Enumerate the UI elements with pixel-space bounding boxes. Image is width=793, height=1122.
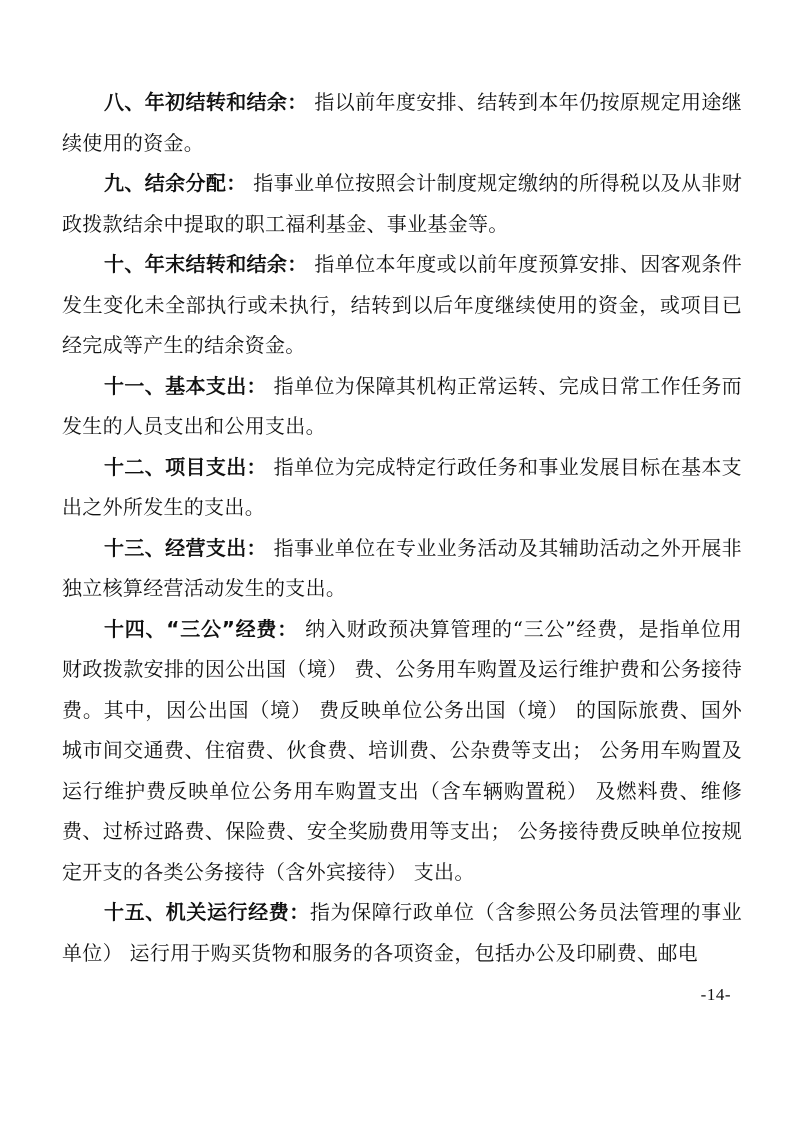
paragraph-9 [62,163,742,244]
paragraph-13 [62,528,742,609]
paragraph-8 [62,82,742,163]
term-definition: 指事业单位在专业业务活动及其辅助活动之外开展非独立核算经营活动发生的支出。 [62,535,742,600]
page-number: -14- [700,985,731,1004]
term-definition: 指单位本年度或以前年度预算安排、因客观条件发生变化未全部执行或未执行，结转到以后年度继续使用的资金，或项目已经完成等产生的结余资金。 [62,252,742,357]
term-heading: 十二、项目支出： [104,454,267,479]
term-heading: 十、年末结转和结余： [104,252,308,276]
term-heading: 十三、经营支出： [104,535,267,560]
paragraph-10 [62,244,742,366]
paragraph-15 [62,892,742,973]
term-heading: 八、年初结转和结余： [104,90,308,114]
term-definition: 纳入财政预决算管理的“三公”经费，是指单位用财政拨款安排的因公出国（境） 费、公务用车购置及运行维护费和公务接待费。其中，因公出国（境） 费反映单位公务出国（境） 的国际旅费、国外城市间交通费、住宿费、伙食费、培训费、公杂费等支出； 公务用车购置及运行维护费反映单位公务用车购置支出（含车辆购置税） 及燃料费、维修费、过桥过路费、保险费、安全奖励费用等支出； 公务接待费反映单位按规定开支的各类公务接待（含外宾接待） 支出。 [62,616,742,884]
term-definition: 指单位为保障其机构正常运转、完成日常工作任务而发生的人员支出和公用支出。 [62,373,742,438]
term-definition: 指单位为完成特定行政任务和事业发展目标在基本支出之外所发生的支出。 [62,454,742,519]
term-definition: 指以前年度安排、结转到本年仍按原规定用途继续使用的资金。 [62,90,742,155]
document-body [62,82,742,973]
term-heading: 十一、基本支出： [104,373,267,398]
term-heading: 十四、“三公”经费： [104,616,298,641]
term-definition: 指事业单位按照会计制度规定缴纳的所得税以及从非财政拨款结余中提取的职工福利基金、事业基金等。 [62,171,742,236]
paragraph-11 [62,366,742,447]
term-definition: 指为保障行政单位（含参照公务员法管理的事业单位） 运行用于购买货物和服务的各项资金，包括办公及印刷费、邮电 [62,900,742,965]
paragraph-14 [62,609,742,893]
paragraph-12 [62,447,742,528]
term-heading: 十五、机关运行经费： [104,900,310,924]
term-heading: 九、结余分配： [104,171,247,195]
